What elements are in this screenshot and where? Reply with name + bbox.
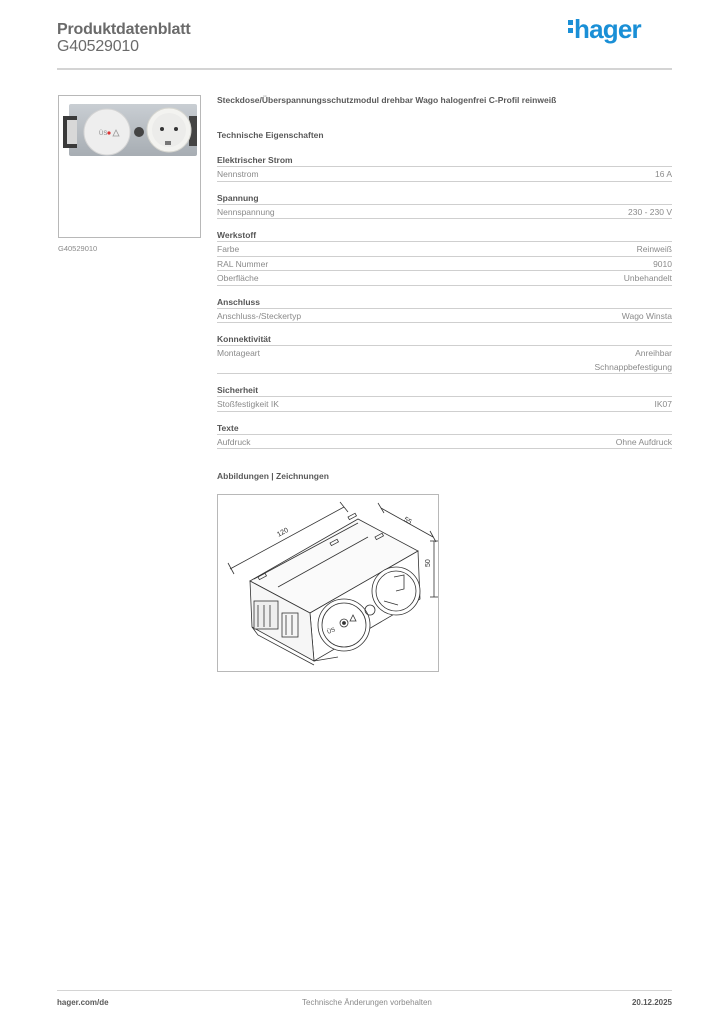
spec-value: 16 A (654, 169, 672, 179)
article-number: G40529010 (57, 38, 139, 55)
svg-text:ÜS: ÜS (326, 627, 337, 636)
group-title: Texte (217, 423, 672, 435)
spec-label: RAL Nummer (217, 258, 269, 269)
spec-value: Unbehandelt (623, 273, 672, 283)
footer-divider (57, 990, 672, 991)
logo-colon-icon (568, 17, 574, 36)
spec-row (217, 271, 672, 286)
spec-row (217, 435, 672, 450)
spec-label: Nennspannung (217, 206, 275, 217)
group-connection (217, 297, 672, 324)
technical-properties-heading: Technische Eigenschaften (217, 130, 324, 140)
spec-row (217, 397, 672, 412)
product-photo (58, 95, 201, 238)
group-voltage (217, 193, 672, 220)
group-title: Werkstoff (217, 230, 672, 242)
dimension-drawing (217, 494, 439, 672)
spec-label: Anschluss-/Steckertyp (217, 310, 302, 321)
group-title: Konnektivität (217, 334, 672, 346)
group-safety (217, 385, 672, 412)
hager-logo: hager (568, 14, 641, 45)
drawings-heading: Abbildungen | Zeichnungen (217, 471, 329, 481)
group-material (217, 230, 672, 286)
spec-label: Farbe (217, 244, 240, 254)
spec-label: Nennstrom (217, 169, 259, 179)
group-title: Sicherheit (217, 385, 672, 397)
spec-label: Oberfläche (217, 273, 259, 283)
group-electric-current (217, 155, 672, 182)
page-title: Produktdatenblatt (57, 21, 191, 38)
spec-value: Ohne Aufdruck (615, 436, 672, 447)
group-title: Anschluss (217, 297, 672, 309)
footer-website-link[interactable]: hager.com/de (57, 998, 109, 1007)
group-connectivity (217, 334, 672, 374)
spec-label: Stoßfestigkeit IK (217, 399, 279, 409)
spec-row (217, 257, 672, 272)
group-texts (217, 423, 672, 450)
product-description: Steckdose/Überspannungsschutzmodul drehbar Wago halogenfrei C-Profil reinweiß (217, 95, 557, 105)
spec-label: Aufdruck (217, 436, 251, 447)
svg-text:55: 55 (402, 516, 413, 527)
spec-label: Montageart (217, 348, 260, 358)
group-title: Spannung (217, 193, 672, 205)
spec-row (217, 242, 672, 257)
spec-section (217, 95, 672, 481)
footer-date: 20.12.2025 (631, 998, 672, 1007)
spec-value: IK07 (654, 399, 672, 409)
group-title: Elektrischer Strom (217, 155, 672, 167)
footer-notice: Technische Änderungen vorbehalten (302, 998, 432, 1007)
spec-row (217, 309, 672, 324)
spec-row (217, 205, 672, 220)
module-dimension-drawing-icon (218, 495, 438, 671)
header-divider (57, 68, 672, 70)
svg-text:120: 120 (276, 526, 290, 539)
spec-value: Reinweiß (636, 244, 672, 254)
svg-text:50: 50 (425, 559, 432, 567)
spec-row (217, 167, 672, 182)
spec-value: Anreihbar Schnappbefestigung (594, 348, 672, 372)
spec-value: 9010 (653, 258, 672, 269)
svg-text:ÜS: ÜS (99, 131, 108, 137)
photo-caption: G40529010 (58, 244, 98, 253)
socket-module-photo-icon (59, 96, 200, 237)
spec-value: Wago Winsta (621, 310, 672, 321)
spec-row (217, 346, 672, 374)
spec-value: 230 - 230 V (628, 206, 672, 217)
